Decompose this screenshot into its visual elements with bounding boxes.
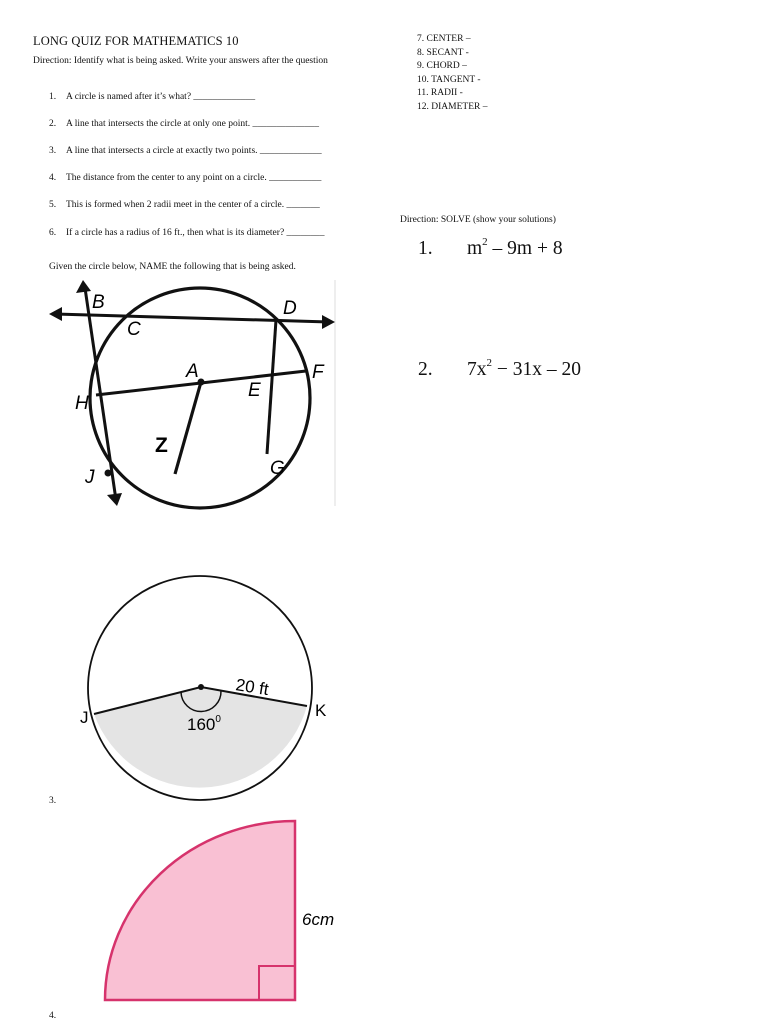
chord-dg xyxy=(267,320,276,454)
solve-problem-2 xyxy=(418,359,581,381)
angle-label-sup: 0 xyxy=(215,714,221,725)
question-text: The distance from the center to any point on a circle. ___________ xyxy=(66,173,322,183)
question-text: This is formed when 2 radii meet in the center of a circle. _______ xyxy=(66,200,320,210)
label-c: C xyxy=(127,319,141,340)
arrowhead-up-icon xyxy=(76,280,91,293)
name-item-secant: 8. SECANT - xyxy=(417,47,469,58)
center-dot xyxy=(198,684,204,690)
label-z: Z xyxy=(155,434,168,457)
question-number: 3. xyxy=(49,146,57,156)
quarter-circle-figure xyxy=(95,812,355,1012)
page-title: LONG QUIZ FOR MATHEMATICS 10 xyxy=(33,34,239,48)
problem-exponent: 2 xyxy=(486,357,492,369)
radius-6cm-label: 6cm xyxy=(302,910,335,929)
angle-label-base: 160 xyxy=(187,715,216,734)
name-item-tangent: 10. TANGENT - xyxy=(417,74,481,85)
problem-rest: – 9m + 8 xyxy=(487,238,563,259)
question-text: A line that intersects the circle at only one point. ______________ xyxy=(66,119,320,129)
question-number: 5. xyxy=(49,200,57,210)
label-j: J xyxy=(85,467,95,488)
problem-rest: − 31x – 20 xyxy=(492,359,581,380)
label-a: A xyxy=(186,361,199,382)
problem-base: m xyxy=(467,238,483,259)
arrowhead-left-icon xyxy=(49,307,62,321)
problem-base: 7x xyxy=(467,359,487,380)
label-f: F xyxy=(312,362,324,383)
name-items-list xyxy=(417,33,487,114)
circle-geometry-figure xyxy=(45,278,340,510)
question-4 xyxy=(49,173,321,183)
question-text: A circle is named after it’s what? _____________ xyxy=(66,92,256,102)
figure-label-4: 4. xyxy=(49,1011,57,1021)
quarter-circle-shape xyxy=(105,821,295,1000)
question-text: A line that intersects a circle at exactly two points. _____________ xyxy=(66,146,322,156)
question-number: 6. xyxy=(49,228,57,238)
solve-problem-1 xyxy=(418,238,563,260)
point-j-label: J xyxy=(80,708,89,727)
question-number: 1. xyxy=(49,92,57,102)
name-item-radii: 11. RADII - xyxy=(417,88,463,98)
label-h: H xyxy=(75,393,89,414)
radius-label: 20 ft xyxy=(234,675,271,700)
point-k-label: K xyxy=(315,701,327,720)
problem-number: 1. xyxy=(418,238,433,259)
name-item-center: 7. CENTER – xyxy=(417,34,471,44)
direction-solve: Direction: SOLVE (show your solutions) xyxy=(400,215,556,225)
label-d: D xyxy=(283,298,297,319)
question-number: 4. xyxy=(49,173,57,183)
given-instruction: Given the circle below, NAME the following that is being asked. xyxy=(49,262,296,272)
point-j-dot xyxy=(105,470,112,477)
name-item-diameter: 12. DIAMETER – xyxy=(417,101,488,112)
problem-exponent: 2 xyxy=(482,236,488,248)
question-text: If a circle has a radius of 16 ft., then what is its diameter? ________ xyxy=(66,228,325,238)
radius-az xyxy=(175,382,201,474)
problem-number: 2. xyxy=(418,359,433,380)
question-number: 2. xyxy=(49,119,57,129)
question-5 xyxy=(49,200,320,210)
label-g: G xyxy=(270,458,285,479)
direction-identify: Direction: Identify what is being asked. Write your answers after the question xyxy=(33,56,328,66)
sector-figure xyxy=(75,570,340,805)
question-1 xyxy=(49,92,255,102)
question-3 xyxy=(49,146,322,156)
arrowhead-down-icon xyxy=(107,493,122,506)
label-e: E xyxy=(248,380,261,401)
question-2 xyxy=(49,119,319,129)
label-b: B xyxy=(92,292,105,313)
name-item-chord: 9. CHORD – xyxy=(417,61,467,71)
figure-label-3: 3. xyxy=(49,796,57,806)
arrowhead-right-icon xyxy=(322,315,335,329)
question-6 xyxy=(49,228,325,238)
